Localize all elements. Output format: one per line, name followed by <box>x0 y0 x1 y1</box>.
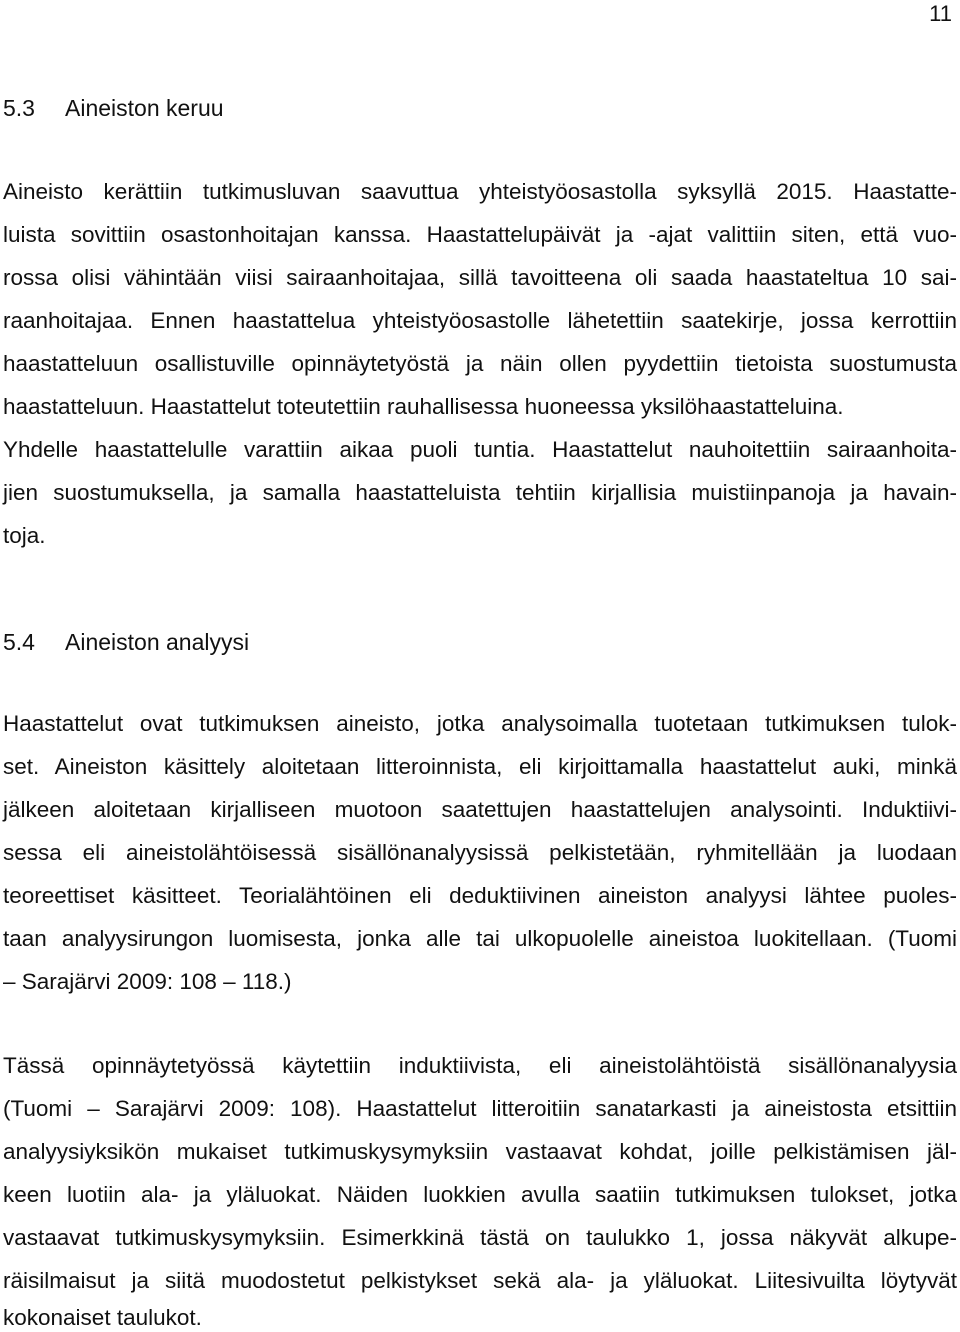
paragraph-line: haastatteluun. Haastattelut toteutettiin rauhallisessa huoneessa yksilöhaastatteluina. <box>3 394 844 419</box>
paragraph-line: analyysiyksikön mukaiset tutkimuskysymyksiin vastaavat kohdat, joille pelkistämisen jäl- <box>3 1139 957 1164</box>
paragraph-line: rossa olisi vähintään viisi sairaanhoitajaa, sillä tavoitteena oli saada haastateltua 10 sai- <box>3 265 957 290</box>
section-number: 5.4 <box>3 629 35 655</box>
paragraph-line: keen luotiin ala- ja yläluokat. Näiden luokkien avulla saatiin tutkimuksen tulokset, jotka <box>3 1182 957 1207</box>
section-heading-5-4 <box>3 629 249 655</box>
paragraph-line: haastatteluun osallistuville opinnäytetyöstä ja näin ollen pyydettiin tietoista suostumusta <box>3 351 957 376</box>
section-title: Aineiston analyysi <box>65 629 250 655</box>
paragraph-line: kokonaiset taulukot. <box>3 1305 202 1330</box>
page-number: 11 <box>929 1 952 26</box>
paragraph-line: jien suostumuksella, ja samalla haastatteluista tehtiin kirjallisia muistiinpanoja ja havain- <box>3 480 957 505</box>
paragraph-line: raanhoitajaa. Ennen haastattelua yhteistyöosastolle lähetettiin saatekirje, jossa kerrottiin <box>3 308 957 333</box>
section-heading-5-3 <box>3 95 224 121</box>
paragraph-line: (Tuomi – Sarajärvi 2009: 108). Haastattelut litteroitiin sanatarkasti ja aineistosta etsittiin <box>3 1096 957 1121</box>
paragraph-line: set. Aineiston käsittely aloitetaan litteroinnista, eli kirjoittamalla haastattelut auki, minkä <box>3 754 957 779</box>
paragraph-line: vastaavat tutkimuskysymyksiin. Esimerkkinä tästä on taulukko 1, jossa näkyvät alkupe- <box>3 1225 957 1250</box>
paragraph-line: taan analyysirungon luomisesta, jonka alle tai ulkopuolelle aineistoa luokitellaan. (Tuomi <box>3 926 957 951</box>
paragraph-line: Aineisto kerättiin tutkimusluvan saavuttua yhteistyöosastolla syksyllä 2015. Haastatte- <box>3 179 957 204</box>
paragraph-line: Tässä opinnäytetyössä käytettiin induktiivista, eli aineistolähtöistä sisällönanalyysia <box>3 1053 957 1078</box>
section-number: 5.3 <box>3 95 35 121</box>
paragraph-line: teoreettiset käsitteet. Teorialähtöinen eli deduktiivinen aineiston analyysi lähtee puoles- <box>3 883 957 908</box>
paragraph-line: Haastattelut ovat tutkimuksen aineisto, jotka analysoimalla tuotetaan tutkimuksen tulok- <box>3 711 957 736</box>
paragraph-line: räisilmaisut ja siitä muodostetut pelkistykset sekä ala- ja yläluokat. Liitesivuilta löytyvät <box>3 1268 957 1293</box>
paragraph-line: jälkeen aloitetaan kirjalliseen muotoon saatettujen haastattelujen analysointi. Induktiivi- <box>3 797 957 822</box>
paragraph-line: Yhdelle haastattelulle varattiin aikaa puoli tuntia. Haastattelut nauhoitettiin sairaanhoita- <box>3 437 957 462</box>
paragraph-line: luista sovittiin osastonhoitajan kanssa. Haastattelupäivät ja -ajat valittiin siten, että vuo- <box>3 222 957 247</box>
section-title: Aineiston keruu <box>65 95 224 121</box>
paragraph-line: toja. <box>3 523 46 548</box>
paragraph-line: – Sarajärvi 2009: 108 – 118.) <box>3 969 292 994</box>
paragraph-line: sessa eli aineistolähtöisessä sisällönanalyysissä pelkistetään, ryhmitellään ja luodaan <box>3 840 957 865</box>
